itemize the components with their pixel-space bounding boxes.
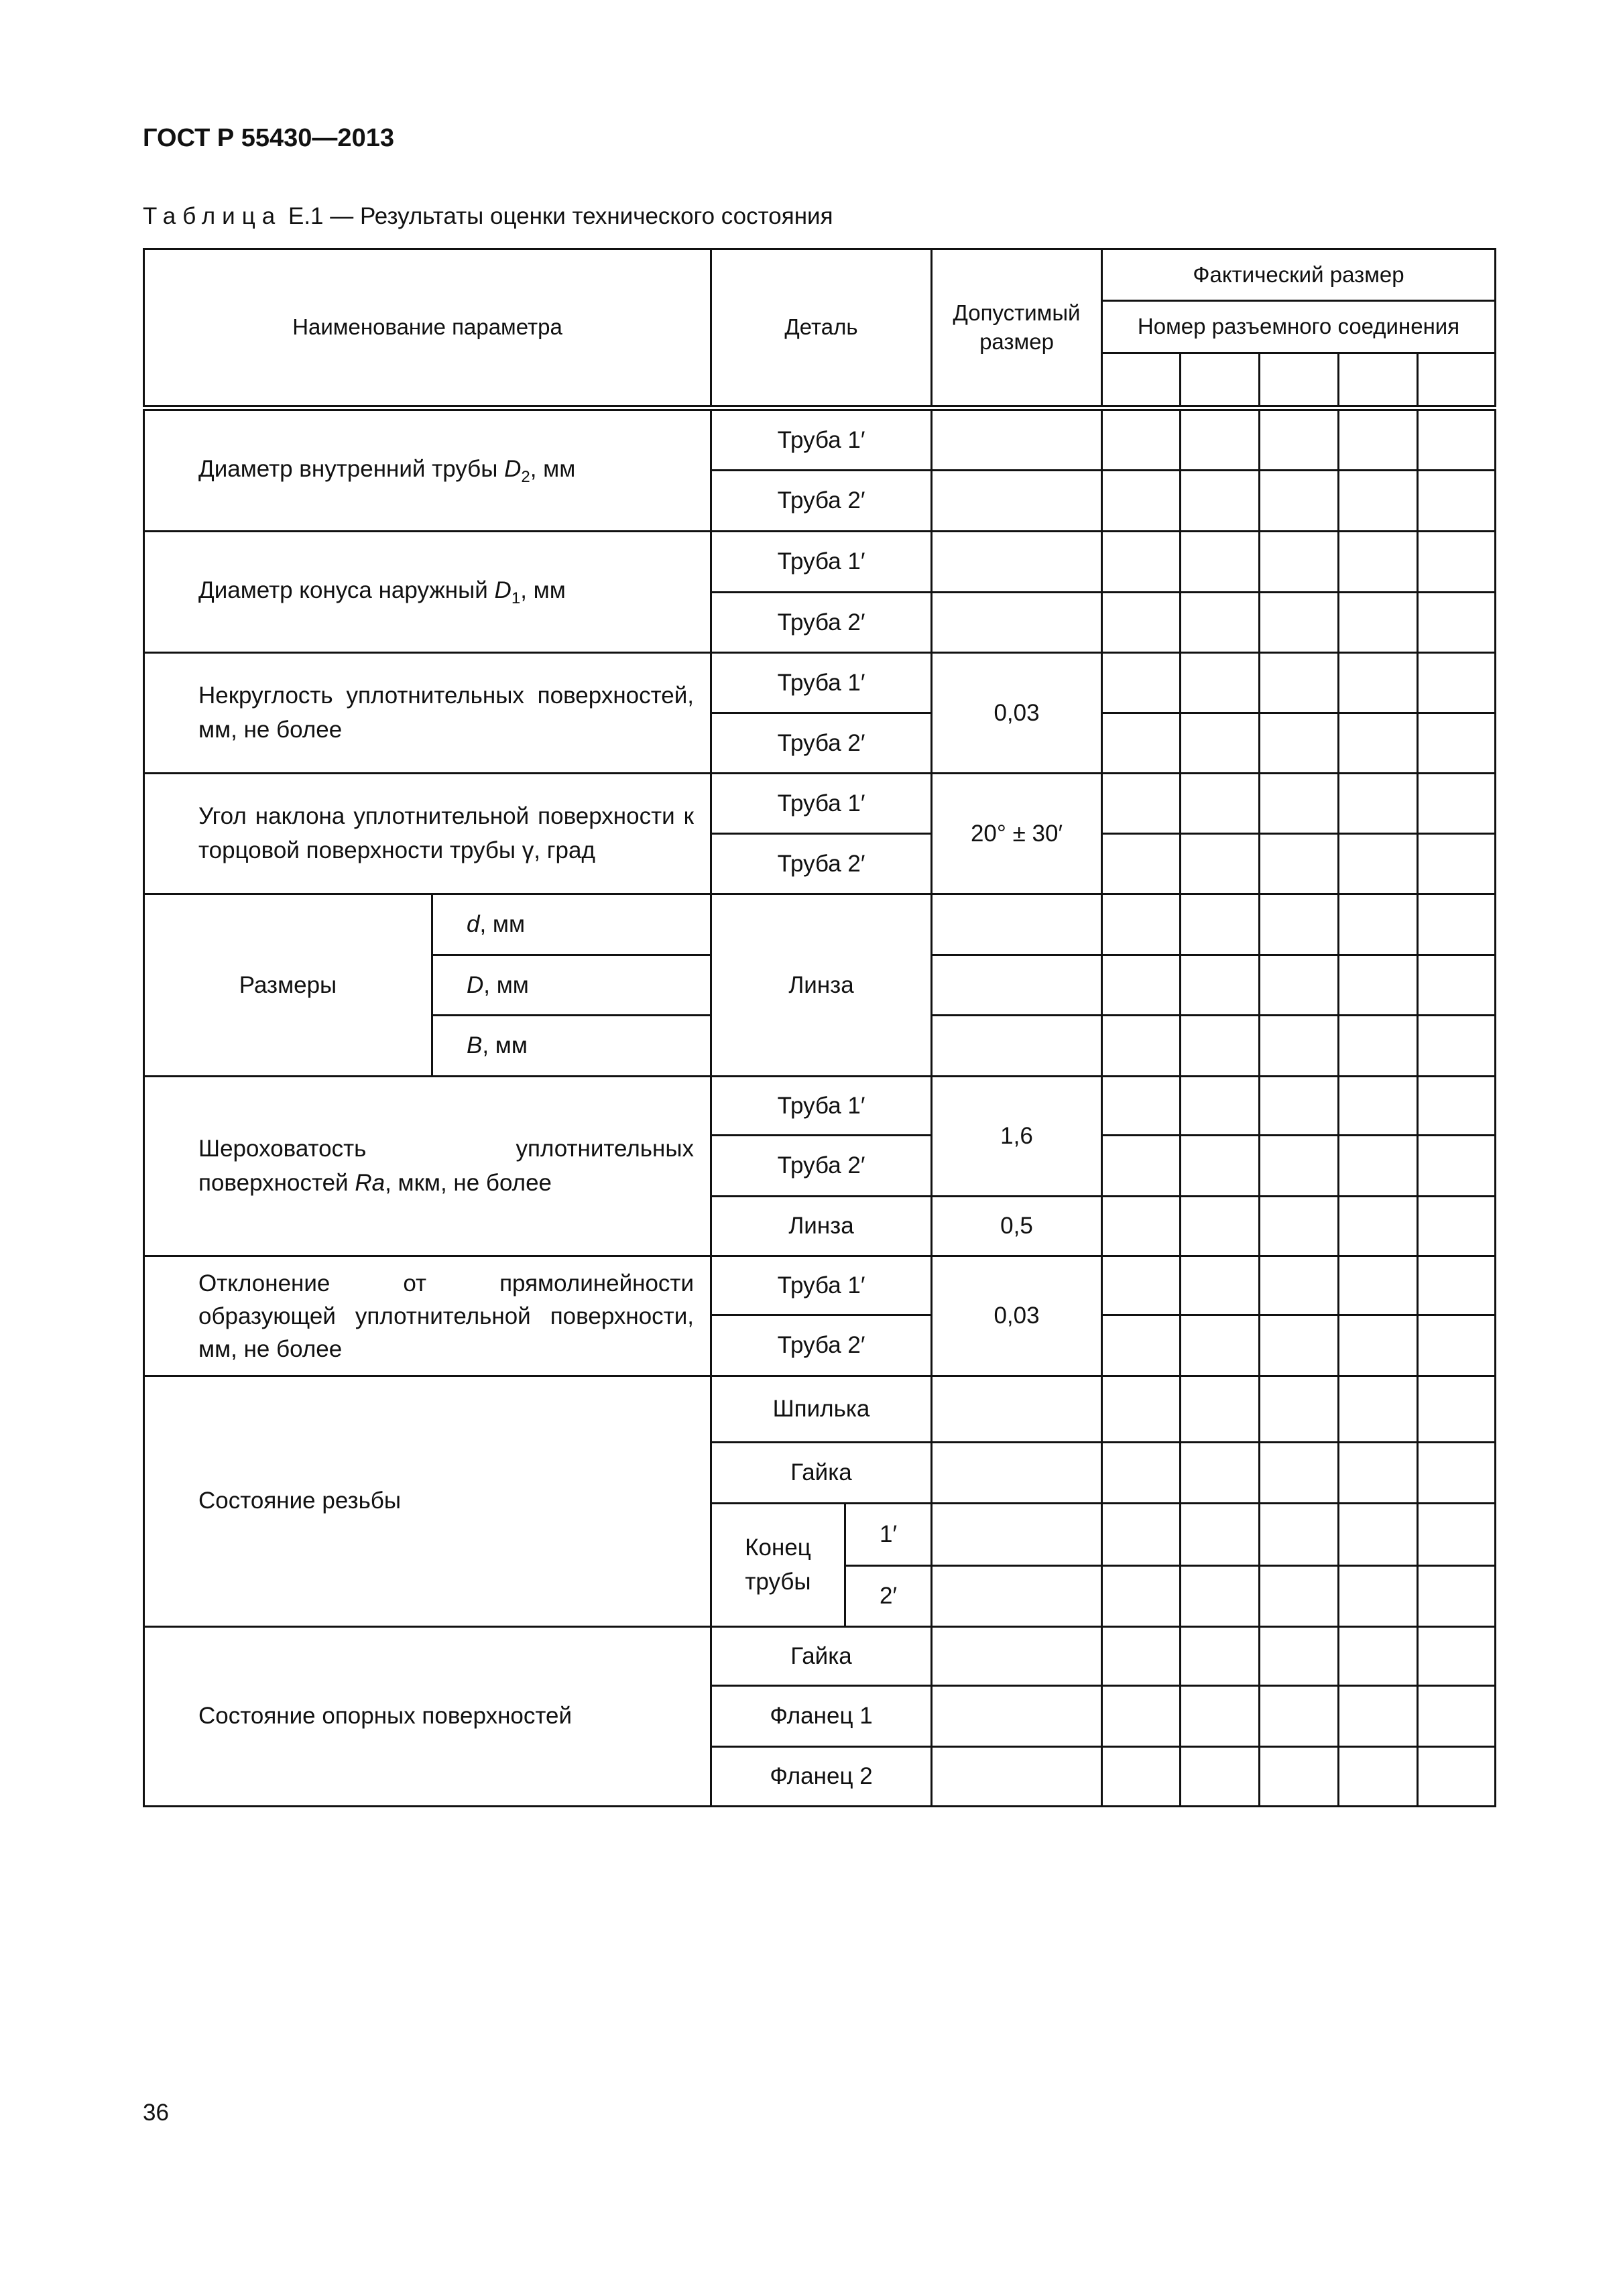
- table-row: [144, 1077, 1496, 1136]
- param-thread: Состояние резьбы: [144, 1376, 711, 1627]
- detail-cell: Труба 2′: [711, 1315, 932, 1376]
- results-table: [143, 248, 1496, 1807]
- detail-cell: Труба 1′: [711, 774, 932, 834]
- size-D: D, мм: [432, 955, 711, 1016]
- table-row: [144, 774, 1496, 834]
- caption-word: Таблица: [143, 203, 282, 229]
- detail-cell: Труба 2′: [711, 1136, 932, 1197]
- detail-cell: Фланец 1: [711, 1686, 932, 1747]
- detail-cell: Труба 1′: [711, 1256, 932, 1315]
- header-allowed: Допустимый размер: [932, 249, 1102, 408]
- detail-cell: Линза: [711, 1197, 932, 1256]
- caption-text: Е.1 — Результаты оценки технического состояния: [288, 203, 833, 229]
- table-caption: [143, 203, 833, 230]
- allowed-cell: 1,6: [932, 1077, 1102, 1197]
- detail-cell: Труба 1′: [711, 532, 932, 593]
- detail-cell: Труба 1′: [711, 408, 932, 471]
- header-detail: Деталь: [711, 249, 932, 408]
- param-roughness: Шероховатость уплотнительных поверхностей Ra, мкм, не более: [144, 1077, 711, 1256]
- table-row: [144, 894, 1496, 955]
- detail-cell: Гайка: [711, 1443, 932, 1504]
- allowed-cell: 20° ± 30′: [932, 774, 1102, 894]
- joint-col-5: [1418, 353, 1496, 408]
- allowed-cell: 0,03: [932, 653, 1102, 774]
- joint-col-4: [1339, 353, 1418, 408]
- pipe-end-cell: 1′: [845, 1504, 932, 1566]
- allowed-cell: [932, 408, 1102, 471]
- table-row: [144, 1627, 1496, 1686]
- param-ovality: Некруглость уплотнительных поверхностей, мм, не более: [144, 653, 711, 774]
- detail-cell: Гайка: [711, 1627, 932, 1686]
- header-row-1: [144, 249, 1496, 301]
- size-d: d, мм: [432, 894, 711, 955]
- page-number: 36: [143, 2100, 169, 2126]
- allowed-cell: 0,5: [932, 1197, 1102, 1256]
- detail-cell: Труба 1′: [711, 653, 932, 713]
- detail-cell: Труба 1′: [711, 1077, 932, 1136]
- detail-cell: Линза: [711, 894, 932, 1077]
- param-sizes: Размеры: [144, 894, 432, 1077]
- table-row: [144, 1256, 1496, 1315]
- joint-col-3: [1260, 353, 1339, 408]
- detail-cell: Конец трубы: [711, 1504, 845, 1627]
- joint-col-1: [1102, 353, 1181, 408]
- detail-cell: Шпилька: [711, 1376, 932, 1443]
- table-row: [144, 653, 1496, 713]
- table-row: [144, 532, 1496, 593]
- pipe-end-cell: 2′: [845, 1566, 932, 1627]
- document-code: ГОСТ Р 55430—2013: [143, 124, 394, 152]
- header-parameter: Наименование параметра: [144, 249, 711, 408]
- detail-cell: Фланец 2: [711, 1747, 932, 1807]
- table-row: [144, 1376, 1496, 1443]
- param-straightness: Отклонение от прямолинейности образующей уплотнительной поверхности, мм, не более: [144, 1256, 711, 1376]
- table-row: [144, 408, 1496, 471]
- header-joint-number: Номер разъемного соединения: [1102, 301, 1496, 353]
- detail-cell: Труба 2′: [711, 593, 932, 653]
- param-support: Состояние опорных поверхностей: [144, 1627, 711, 1807]
- detail-cell: Труба 2′: [711, 834, 932, 894]
- joint-col-2: [1181, 353, 1260, 408]
- size-B: B, мм: [432, 1016, 711, 1077]
- param-angle: Угол наклона уплотнительной поверхности к торцовой поверхности трубы γ, град: [144, 774, 711, 894]
- param-cone-diameter: Диаметр конуса наружный $D_1$, мм: [144, 532, 711, 653]
- detail-cell: Труба 2′: [711, 713, 932, 774]
- detail-cell: Труба 2′: [711, 471, 932, 532]
- allowed-cell: 0,03: [932, 1256, 1102, 1376]
- header-actual: Фактический размер: [1102, 249, 1496, 301]
- param-inner-diameter: Диаметр внутренний трубы $D_2$, мм: [144, 408, 711, 532]
